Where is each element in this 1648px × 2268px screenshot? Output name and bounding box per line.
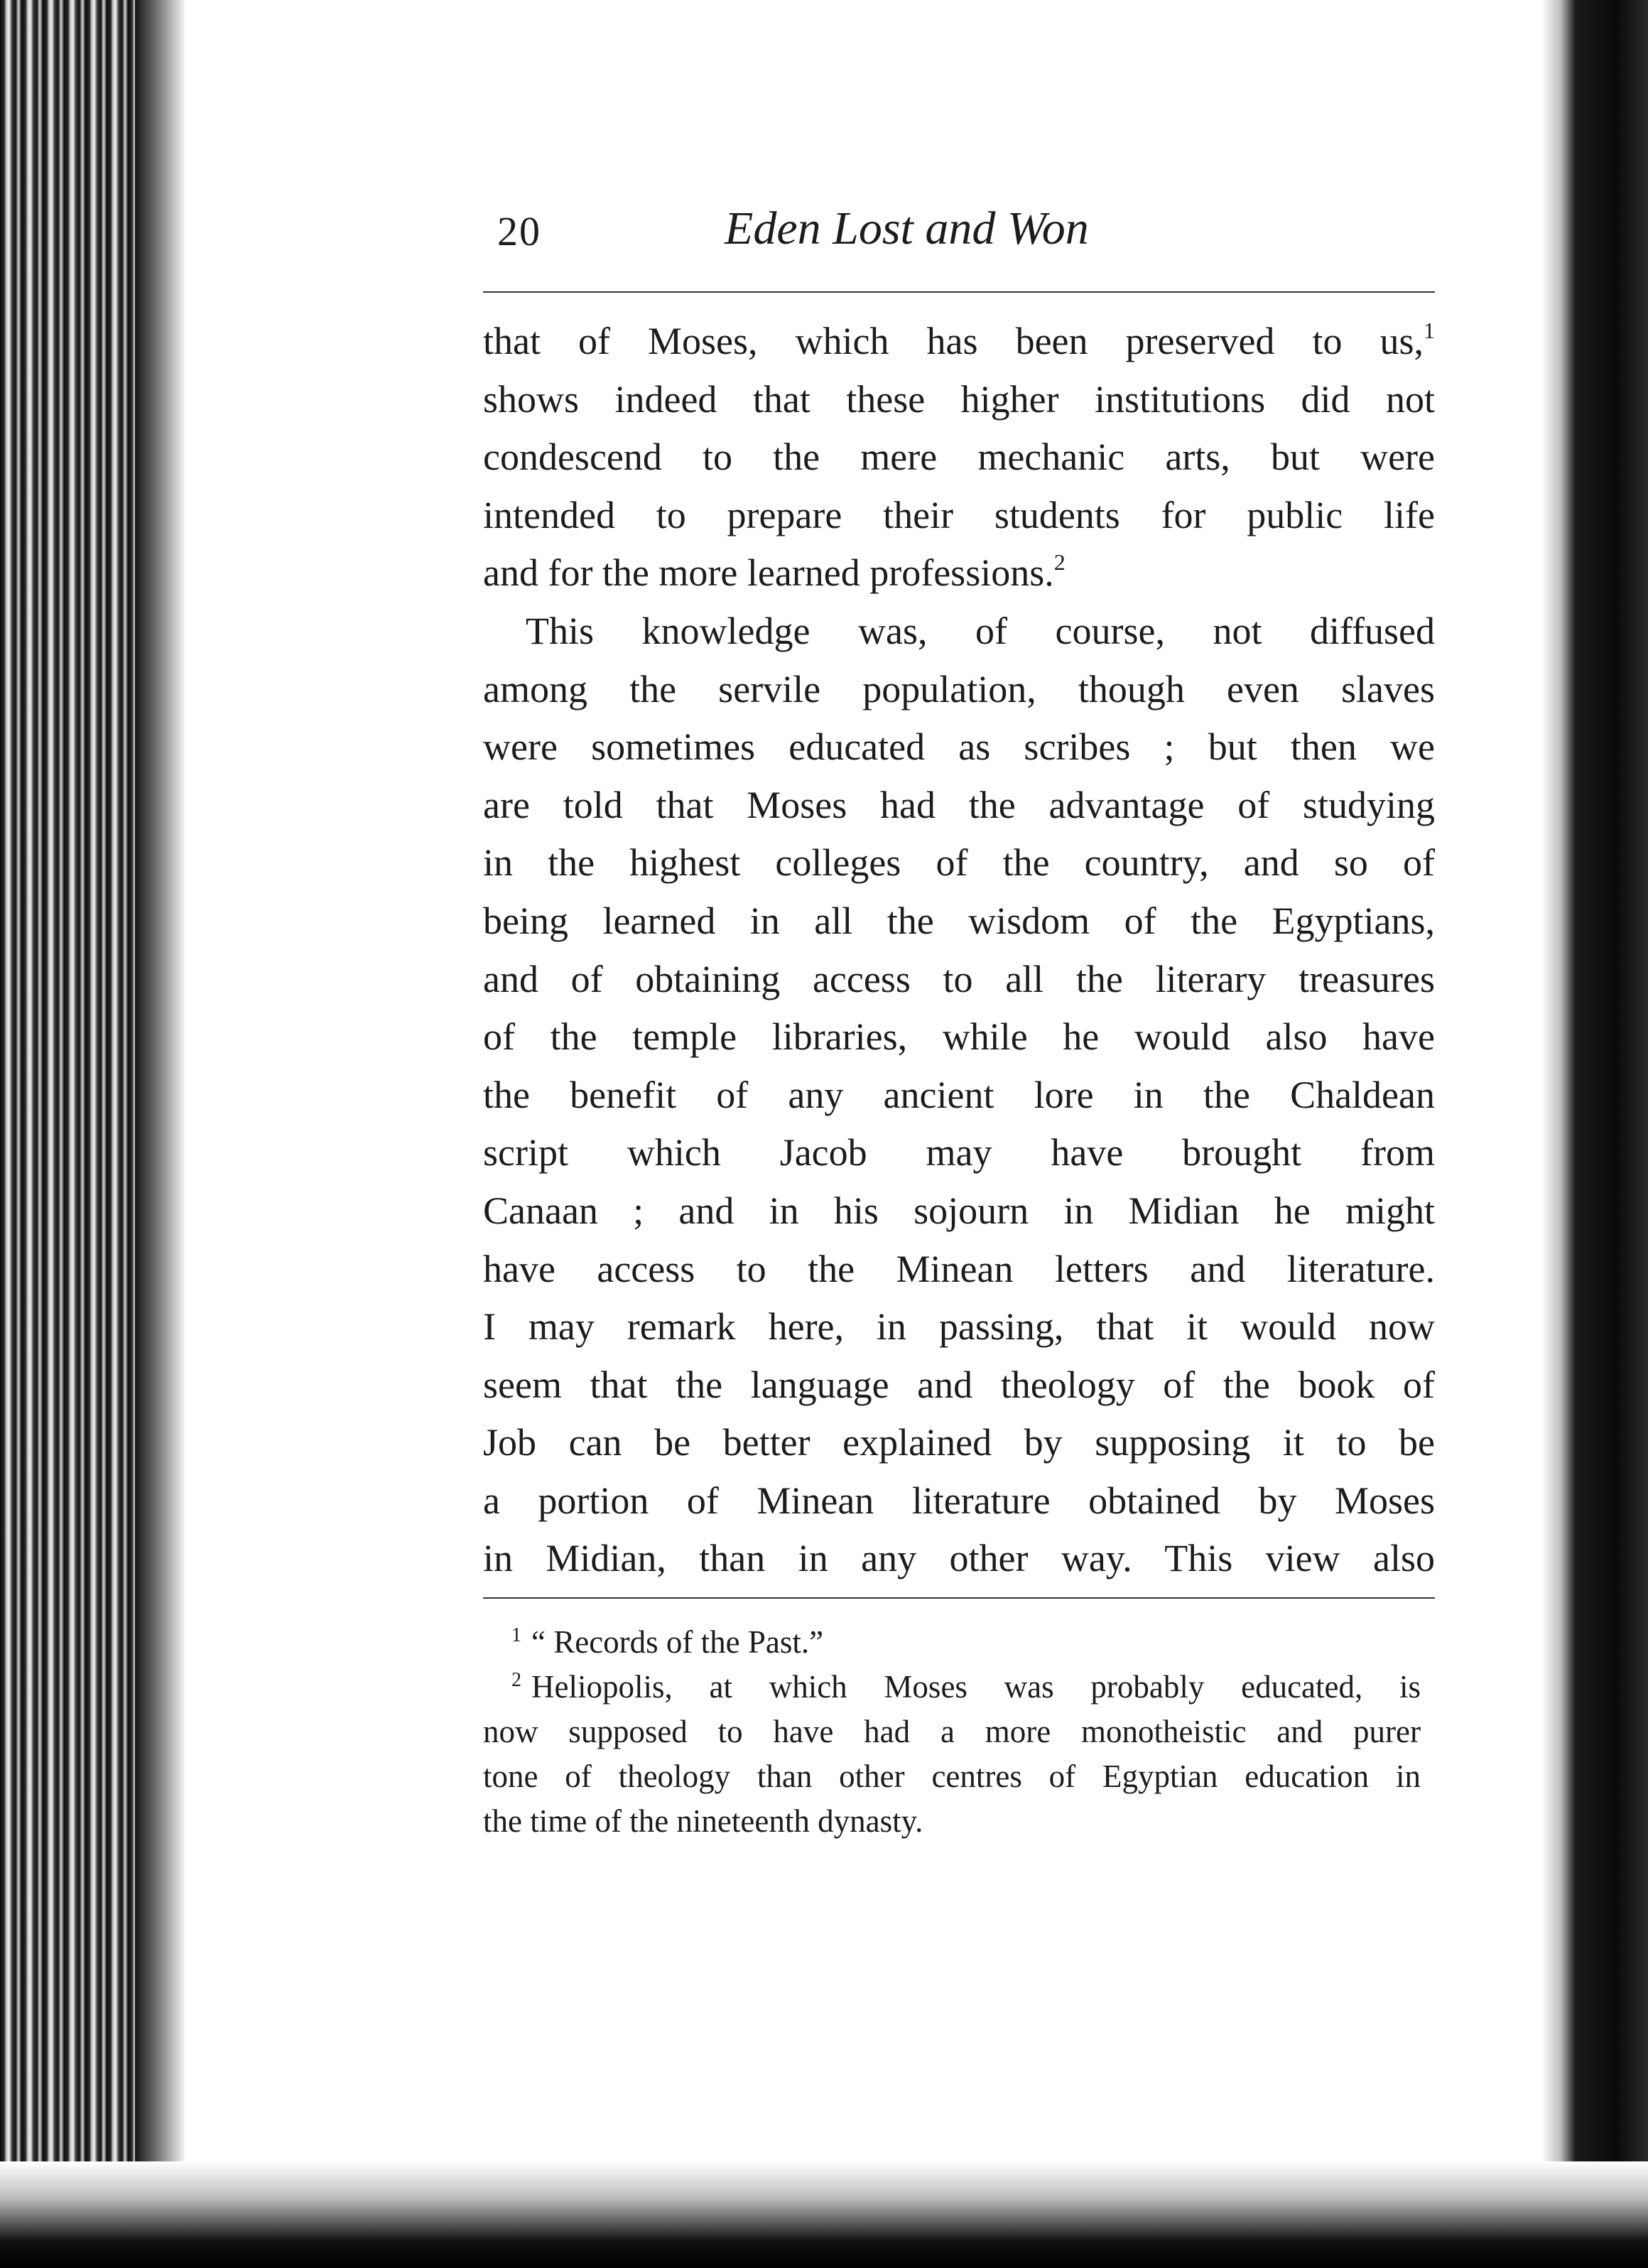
text-line: the benefit of any ancient lore in the Chaldean: [483, 1073, 1435, 1116]
text-line: I may remark here, in passing, that it would now: [483, 1305, 1435, 1349]
book-page: [469, 192, 1435, 1839]
text-line: have access to the Minean letters and literature.: [483, 1247, 1435, 1290]
paragraph-1: [483, 313, 1435, 603]
footnote-line: tone of theology than other centres of Egyptian education in: [483, 1759, 1421, 1794]
text-line: in the highest colleges of the country, and so of: [483, 841, 1435, 885]
text-line: being learned in all the wisdom of the Egyptians,: [483, 899, 1435, 942]
text-line: Job can be better explained by supposing it to be: [483, 1421, 1435, 1464]
body-text: [483, 313, 1435, 1588]
text-line: that of Moses, which has been preserved to us,$^1$: [483, 318, 1435, 362]
page-number: 20: [497, 208, 541, 254]
paragraph-2: [483, 603, 1435, 1588]
footnotes: [483, 1620, 1421, 1844]
footnote-marker: 2: [511, 1669, 521, 1691]
text-line: and for the more learned professions.$^2$: [483, 549, 1066, 595]
footnote-marker: 1: [511, 1624, 521, 1646]
text-line: condescend to the mere mechanic arts, but were: [483, 436, 1435, 479]
footnote-ref: 1: [1424, 318, 1435, 343]
footnote-rule: [483, 1597, 1435, 1599]
footnote-ref: 2: [1053, 549, 1066, 576]
text-line: among the servile population, though even slaves: [483, 667, 1435, 711]
text-line: intended to prepare their students for public life: [483, 493, 1435, 536]
footnote-line: $^2$ Heliopolis, at which Moses was probably educated, is: [511, 1669, 1421, 1705]
text-line: and of obtaining access to all the literary treasures: [483, 957, 1435, 1000]
text-line: This knowledge was, of course, not diffused: [526, 609, 1435, 652]
text-line: a portion of Minean literature obtained by Moses: [483, 1479, 1435, 1522]
header-rule: [483, 291, 1435, 293]
text-line: were sometimes educated as scribes ; but then we: [483, 725, 1435, 769]
book-gutter-shadow: [135, 0, 185, 2268]
text-line: shows indeed that these higher institutions did not: [483, 377, 1435, 421]
footnote-2: [483, 1665, 1421, 1844]
page-header: [469, 192, 1435, 277]
footnote-1: [483, 1620, 1421, 1665]
book-edge-bottom: [0, 2161, 1648, 2268]
running-title: Eden Lost and Won: [725, 202, 1089, 254]
text-line: are told that Moses had the advantage of studying: [483, 783, 1435, 826]
text-line: script which Jacob may have brought from: [483, 1131, 1435, 1174]
book-edge-right: [1541, 0, 1648, 2268]
footnote-line: now supposed to have had a more monotheistic and purer: [483, 1714, 1421, 1749]
text-line: seem that the language and theology of the book of: [483, 1363, 1435, 1406]
text-line: in Midian, than in any other way. This view also: [483, 1537, 1435, 1580]
footnote-line: the time of the nineteenth dynasty.: [483, 1803, 923, 1839]
footnote-line: $^1$ “ Records of the Past.”: [511, 1624, 824, 1660]
text-line: of the temple libraries, while he would also have: [483, 1015, 1435, 1059]
text-line: Canaan ; and in his sojourn in Midian he might: [483, 1189, 1435, 1232]
